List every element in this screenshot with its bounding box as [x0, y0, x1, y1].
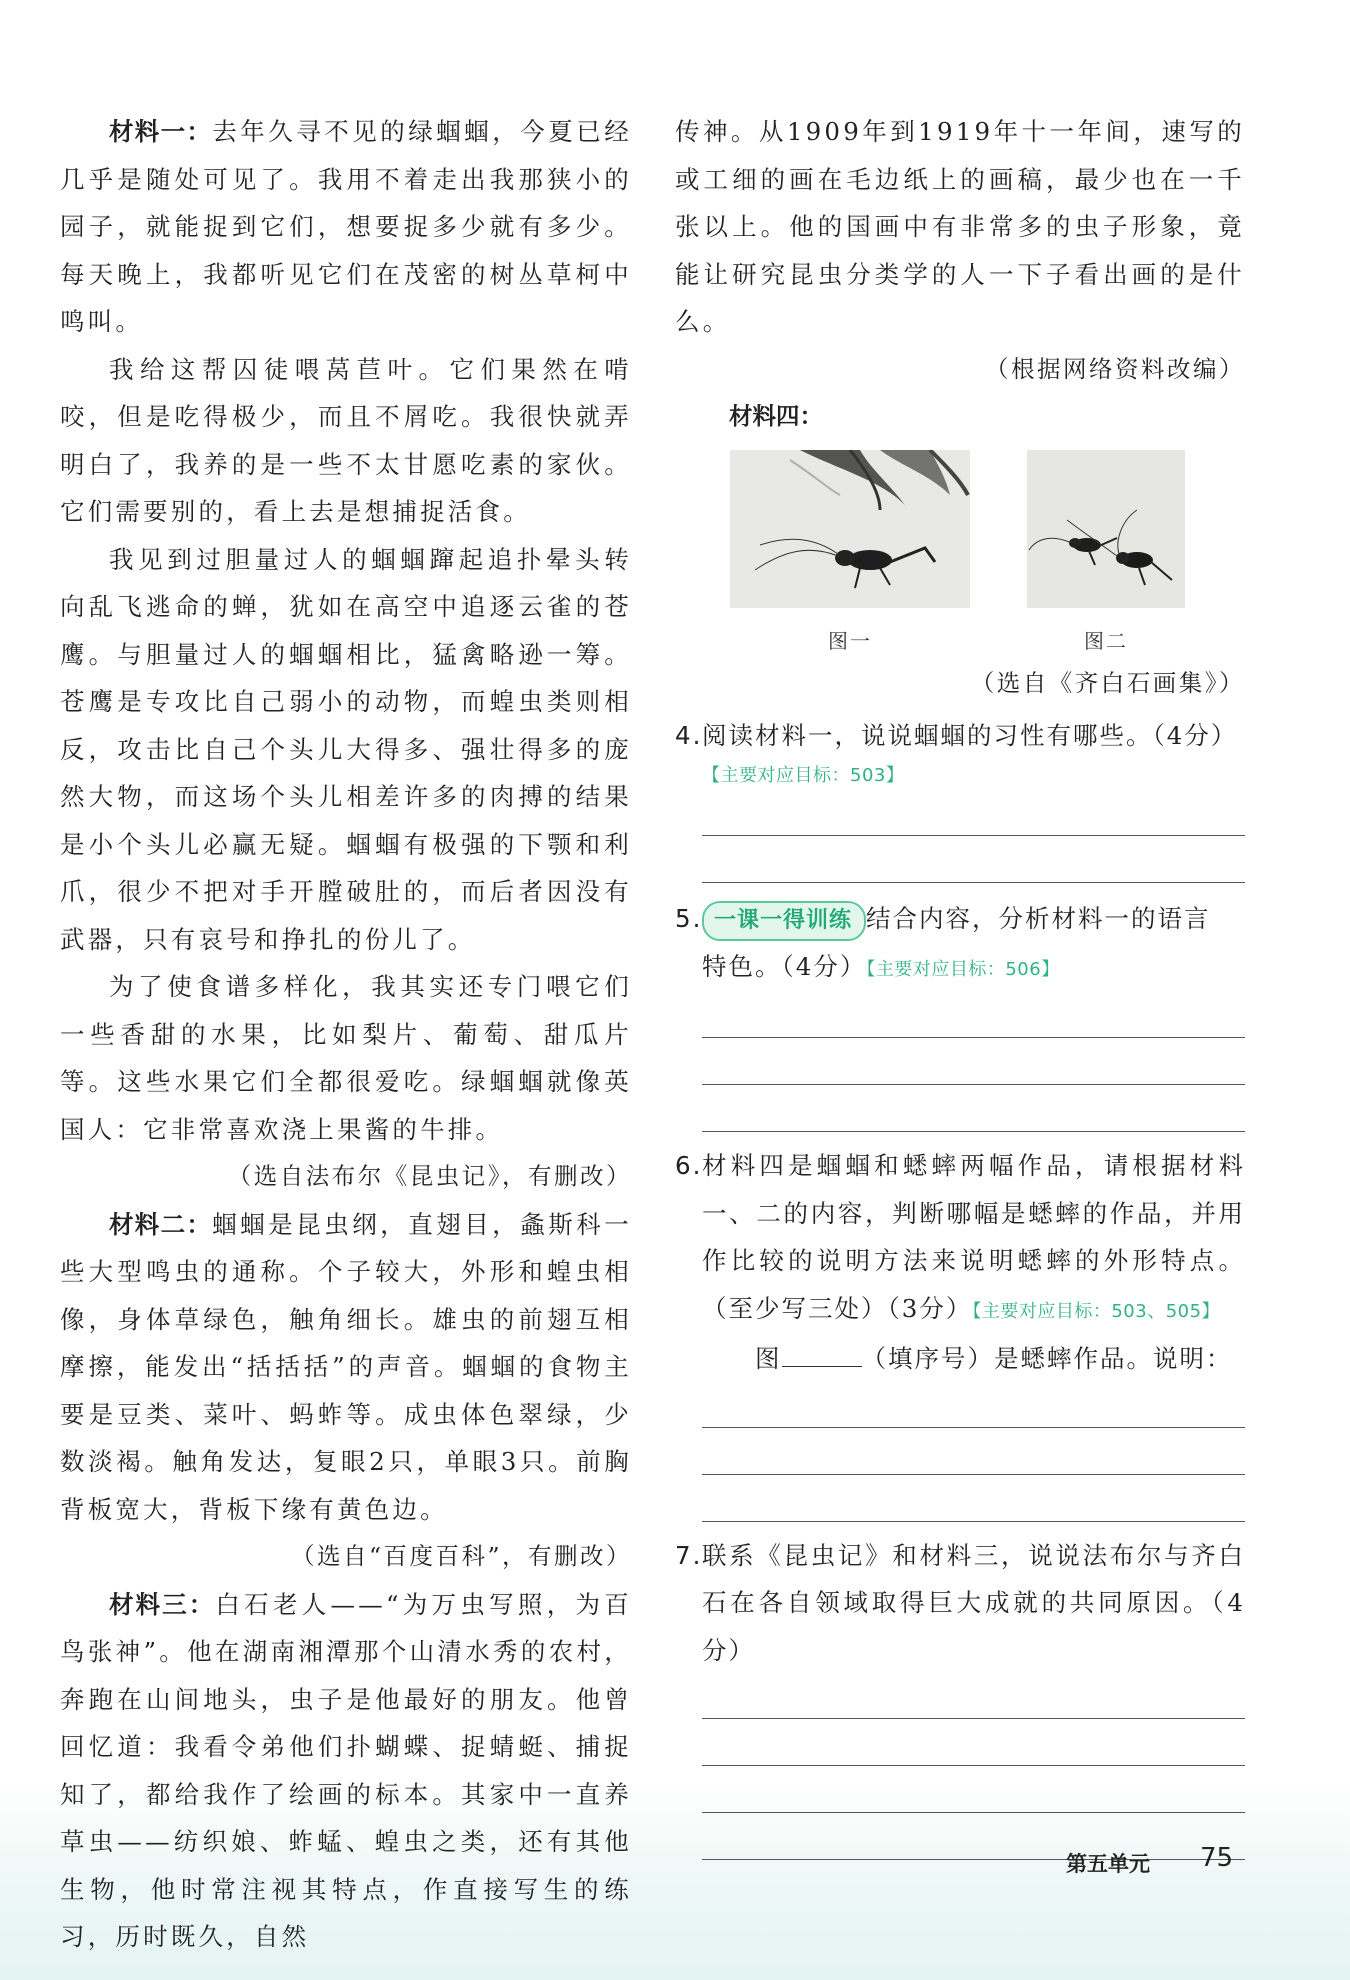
- question-7-text: 联系《昆虫记》和材料三，说说法布尔与齐白石在各自领域取得巨大成就的共同原因。（4分）: [702, 1540, 1245, 1665]
- question-5-number: 5.: [675, 904, 703, 933]
- question-7-answer-line-3[interactable]: [702, 1812, 1245, 1813]
- question-4-answer-line-2[interactable]: [702, 882, 1245, 883]
- material-2-source: （选自“百度百科”，有删改）: [290, 1542, 632, 1570]
- question-6-text: 材料四是蝈蝈和蟋蟀两幅作品，请根据材料一、二的内容，判断哪幅是蟋蟀的作品，并用作比较的说明方法来说明蟋蟀的外形特点。（至少写三处）（3分）【主要对应目标：503、505】: [702, 1151, 1245, 1323]
- grasshopper-painting-icon: [730, 450, 970, 608]
- question-6-number: 6.: [675, 1151, 703, 1180]
- material-1-paragraph-2: 我给这帮囚徒喂莴苣叶。它们果然在啃咬，但是吃得极少，而且不屑吃。我很快就弄明白了，我养的是一些不太甘愿吃素的家伙。它们需要别的，看上去是想捕捉活食。: [60, 354, 632, 526]
- question-6-answer-line-1[interactable]: [702, 1427, 1245, 1428]
- question-6-fill-line: 图 （填序号）是蟋蟀作品。说明：: [755, 1344, 1233, 1373]
- question-6-figure-number-blank[interactable]: [782, 1342, 862, 1367]
- page-number: 75: [1200, 1843, 1234, 1873]
- question-6-target-tag: 【主要对应目标：503、505】: [972, 1300, 1221, 1322]
- material-4-label: 材料四：: [729, 402, 823, 430]
- question-4-target-tag: 【主要对应目标：503】: [702, 765, 905, 786]
- question-7-answer-line-4[interactable]: [702, 1859, 1245, 1860]
- material-2-paragraph: 材料二：蝈蝈是昆虫纲，直翅目，螽斯科一些大型鸣虫的通称。个子较大，外形和蝗虫相像，身体草绿色，触角细长。雄虫的前翅互相摩擦，能发出“括括括”的声音。蝈蝈的食物主要是豆类、菜叶、蚂蚱等。成虫体色翠绿，少数淡褐。触角发达，复眼2只，单眼3只。前胸背板宽大，背板下缘有黄色边。: [60, 1209, 633, 1524]
- material-1-source: （选自法布尔《昆虫记》，有删改）: [227, 1162, 632, 1190]
- material-1-paragraph-1: 材料一：去年久寻不见的绿蝈蝈，今夏已经几乎是随处可见了。我用不着走出我那狭小的园子，就能捉到它们，想要捉多少就有多少。每天晚上，我都听见它们在茂密的树丛草柯中鸣叫。: [60, 117, 633, 336]
- question-6-answer-line-3[interactable]: [702, 1521, 1245, 1522]
- question-5-target-tag: 【主要对应目标：506】: [866, 958, 1060, 980]
- figure-1-caption: 图一: [828, 629, 872, 653]
- question-5-answer-line-2[interactable]: [702, 1084, 1245, 1085]
- material-1-paragraph-3: 我见到过胆量过人的蝈蝈蹿起追扑晕头转向乱飞逃命的蝉，犹如在高空中追逐云雀的苍鹰。与胆量过人的蝈蝈相比，猛禽略逊一筹。苍鹰是专攻比自己弱小的动物，而蝗虫类则相反，攻击比自己个头儿大得多、强壮得多的庞然大物，而这场个头儿相差许多的肉搏的结果是小个头儿必赢无疑。蝈蝈有极强的下颚和利爪，很少不把对手开膛破肚的，而后者因没有武器，只有哀号和挣扎的份儿了。: [60, 544, 632, 954]
- figure-1-painting: [730, 450, 970, 608]
- lesson-training-badge: 一课一得训练: [702, 901, 866, 941]
- material-3-source: （根据网络资料改编）: [985, 354, 1245, 383]
- material-3-paragraph: 材料三：白石老人——“为万虫写照，为百鸟张神”。他在湖南湘潭那个山清水秀的农村，奔跑在山间地头，虫子是他最好的朋友。他曾回忆道：我看令弟他们扑蝴蝶、捉蜻蜓、捕捉知了，都给我作了绘画的标本。其家中一直养草虫——纺织娘、蚱蜢、蝗虫之类，还有其他生物，他时常注视其特点，作直接写生的练习，历时既久，自然: [60, 1589, 633, 1951]
- material-1-paragraph-4: 为了使食谱多样化，我其实还专门喂它们一些香甜的水果，比如梨片、葡萄、甜瓜片等。这些水果它们全都很爱吃。绿蝈蝈就像英国人：它非常喜欢浇上果酱的牛排。: [60, 972, 632, 1144]
- question-4-answer-line-1[interactable]: [702, 835, 1245, 836]
- material-3-label: 材料三：: [109, 1589, 216, 1619]
- question-6-answer-line-2[interactable]: [702, 1474, 1245, 1475]
- question-6: [675, 1142, 1245, 1383]
- left-column: [60, 108, 632, 1961]
- question-5-line-2: 特色。（4分）【主要对应目标：506】: [702, 951, 1060, 981]
- question-5-answer-line-3[interactable]: [702, 1131, 1245, 1132]
- material-1-label: 材料一：: [109, 117, 213, 146]
- figure-2-painting: [1027, 450, 1185, 608]
- question-4-number: 4.: [675, 720, 703, 750]
- question-7-answer-line-1[interactable]: [702, 1718, 1245, 1719]
- material-2-label: 材料二：: [109, 1209, 213, 1239]
- question-4: [675, 712, 1245, 760]
- question-7: [675, 1532, 1245, 1675]
- figure-2-caption: 图二: [1084, 629, 1128, 653]
- material-4-figures: [675, 450, 1245, 660]
- material-4-source: （选自《齐白石画集》）: [970, 669, 1245, 697]
- material-3-continuation: 传神。从1909年到1919年十一年间，速写的或工细的画在毛边纸上的画稿，最少也在一千张以上。他的国画中有非常多的虫子形象，竟能让研究昆虫分类学的人一下子看出画的是什么。: [675, 117, 1245, 336]
- question-5-line-1: 一课一得训练 结合内容，分析材料一的语言: [675, 895, 1245, 943]
- question-7-answer-line-2[interactable]: [702, 1765, 1245, 1766]
- question-4-text: 阅读材料一，说说蝈蝈的习性有哪些。（4分）: [702, 720, 1238, 750]
- question-7-number: 7.: [675, 1540, 703, 1570]
- question-5: [675, 895, 1245, 993]
- unit-title: 第五单元: [1066, 1852, 1150, 1876]
- question-5-answer-line-1[interactable]: [702, 1037, 1245, 1038]
- right-column: [675, 108, 1245, 1860]
- cricket-painting-icon: [1027, 450, 1185, 608]
